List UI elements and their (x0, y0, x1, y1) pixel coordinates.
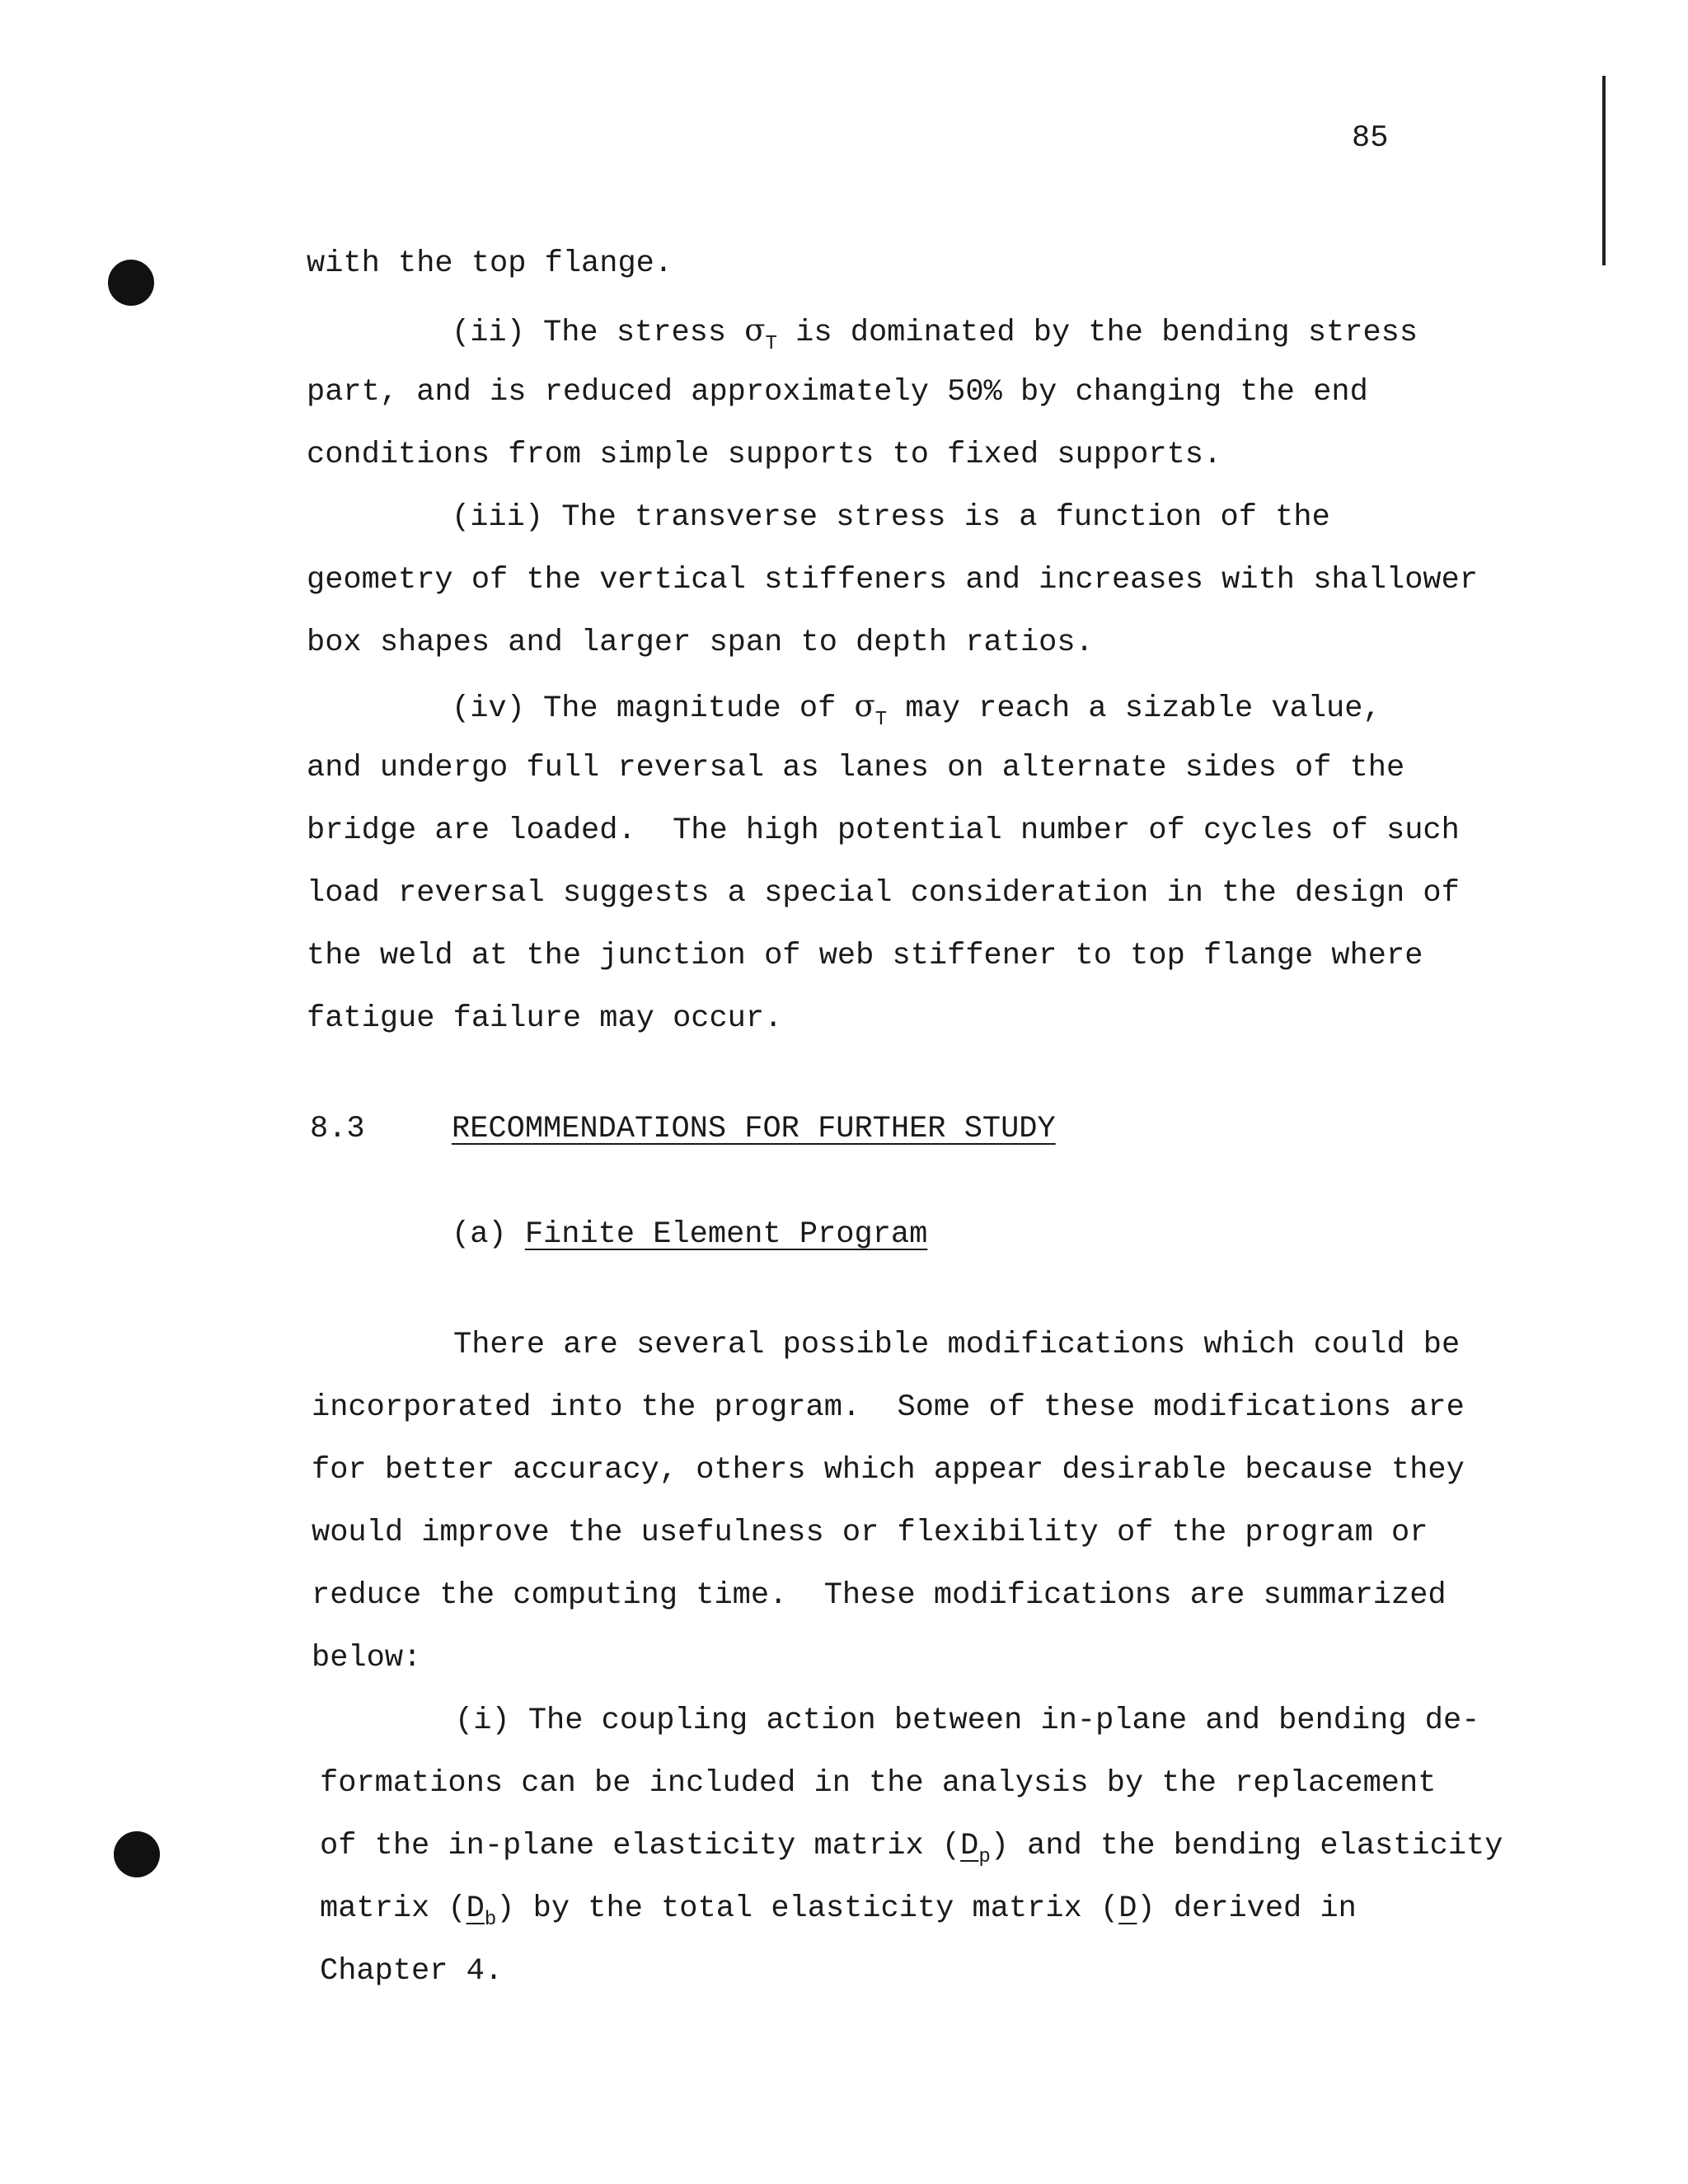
text-line: There are several possible modifications which could be (453, 1328, 1461, 1362)
text-line: fatigue failure may occur. (307, 1001, 783, 1036)
text-line: for better accuracy, others which appear desirable because they (312, 1453, 1465, 1488)
subscript: p (978, 1846, 991, 1868)
text-line: (iii) The transverse stress is a function of the (452, 500, 1330, 535)
text-line: bridge are loaded. The high potential number of cycles of such (307, 813, 1460, 848)
text-line: with the top flange. (307, 246, 673, 281)
text-line: would improve the usefulness or flexibility of the program or (312, 1516, 1428, 1550)
text-line: the weld at the junction of web stiffener to top flange where (307, 939, 1423, 973)
text-line: and undergo full reversal as lanes on alternate sides of the (307, 751, 1405, 785)
page-edge-line (1602, 76, 1606, 265)
subscript: T (874, 709, 888, 731)
text-line: of the in-plane elasticity matrix $(D_p)$ and the bending elasticity (320, 1829, 1503, 1868)
subsection-title: Finite Element Program (524, 1217, 928, 1252)
subscript: T (765, 333, 777, 355)
section-number: 8.3 (310, 1112, 365, 1146)
text-line: part, and is reduced approximately 50% by changing the end (307, 375, 1368, 410)
binder-hole-bottom (114, 1831, 160, 1877)
section-heading: RECOMMENDATIONS FOR FURTHER STUDY (452, 1112, 1056, 1146)
page-number: 85 (1352, 121, 1389, 156)
text-line: reduce the computing time. These modifications are summarized (312, 1578, 1447, 1613)
text-line: Chapter 4. (320, 1954, 504, 1989)
text-line: (ii) The stress $\sigma_T$ is dominated by the bending stress (452, 312, 1418, 355)
text-line: matrix $(D_b)$ by the total elasticity matrix (D) derived in (320, 1891, 1357, 1931)
text-line: incorporated into the program. Some of these modifications are (312, 1390, 1465, 1425)
subscript: b (484, 1909, 497, 1931)
text-line: formations can be included in the analysis by the replacement (320, 1766, 1437, 1801)
text-line: load reversal suggests a special consideration in the design of (307, 876, 1460, 911)
sigma-symbol: σ (744, 312, 766, 348)
text-line: (i) The coupling action between in-plane and bending de- (455, 1704, 1480, 1738)
matrix-symbol: D (1118, 1891, 1137, 1926)
text-line: geometry of the vertical stiffeners and increases with shallower (307, 563, 1479, 598)
text-line: conditions from simple supports to fixed supports. (307, 438, 1222, 472)
text-line: box shapes and larger span to depth ratios. (307, 626, 1094, 660)
binder-hole-top (108, 260, 154, 306)
matrix-symbol: D (466, 1891, 485, 1926)
sigma-symbol: σ (854, 688, 875, 724)
text-line: (iv) The magnitude of $\sigma_T$ may reach a sizable value, (452, 688, 1381, 731)
matrix-symbol: D (960, 1829, 979, 1863)
subsection-heading: (a) Finite Element Program (452, 1217, 928, 1252)
text-line: below: (312, 1641, 422, 1675)
